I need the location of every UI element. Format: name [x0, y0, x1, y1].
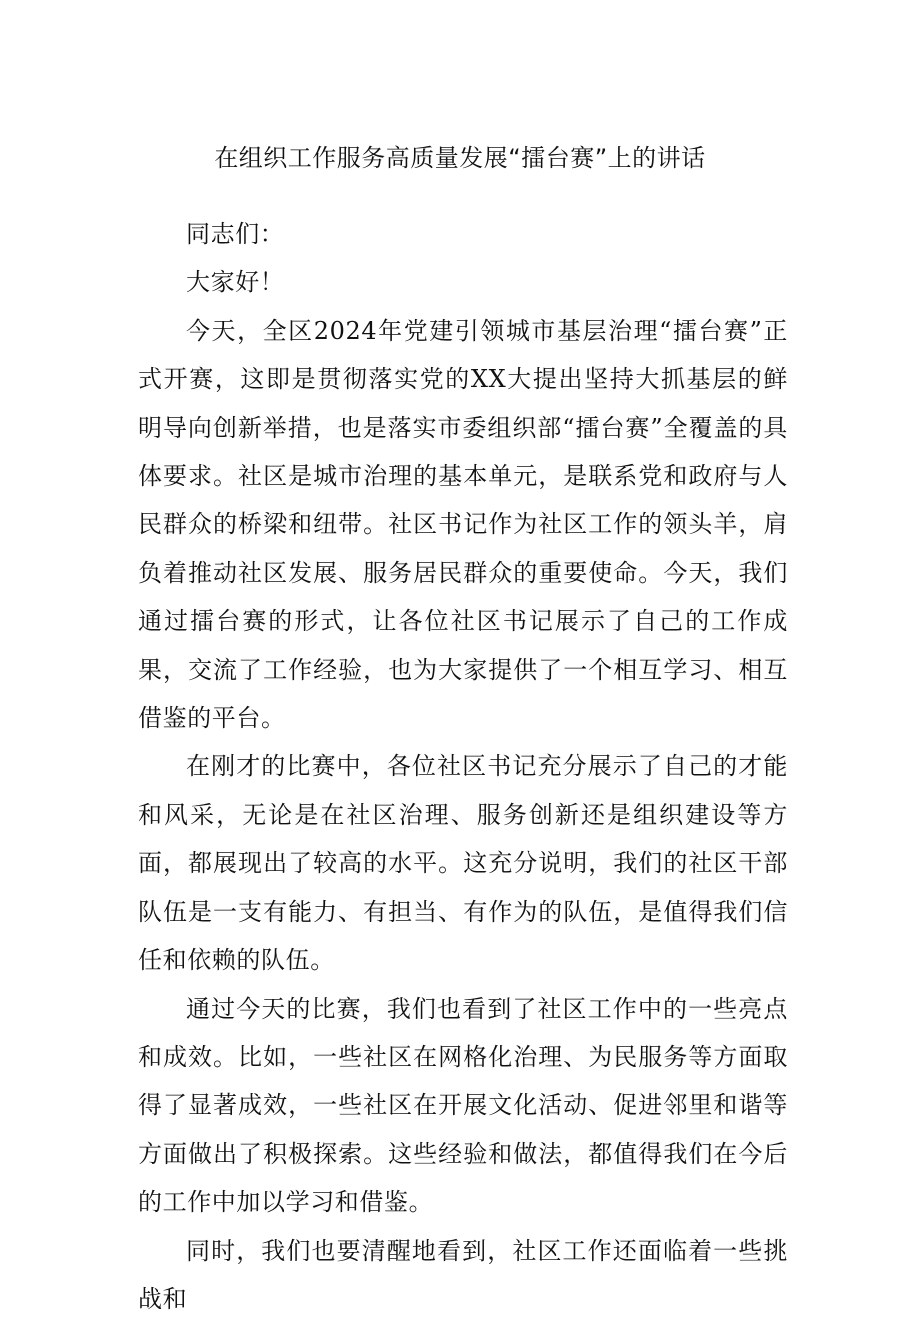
paragraph-opening: 今天，全区2024年党建引领城市基层治理“擂台赛”正式开赛，这即是贯彻落实党的XX大提出坚持大抓基层的鲜明导向创新举措，也是落实市委组织部“擂台赛”全覆盖的具体要求。社区是城市治理的基本单元，是联系党和政府与人民群众的桥梁和纽带。社区书记作为社区工作的领头羊，肩负着推动社区发展、服务居民群众的重要使命。今天，我们通过擂台赛的形式，让各位社区书记展示了自己的工作成果，交流了工作经验，也为大家提供了一个相互学习、相互借鉴的平台。	[138, 316, 788, 733]
salutation: 同志们：	[186, 220, 285, 248]
paragraph-competition: 在刚才的比赛中，各位社区书记充分展示了自己的才能和风采，无论是在社区治理、服务创新还是组织建设等方面，都展现出了较高的水平。这充分说明，我们的社区干部队伍是一支有能力、有担当、有作为的队伍，是值得我们信任和依赖的队伍。	[138, 752, 788, 975]
greeting: 大家好！	[186, 268, 285, 297]
paragraph-challenges: 同时，我们也要清醒地看到，社区工作还面临着一些挑战和	[138, 1236, 788, 1313]
paragraph-highlights: 通过今天的比赛，我们也看到了社区工作中的一些亮点和成效。比如，一些社区在网格化治理、为民服务等方面取得了显著成效，一些社区在开展文化活动、促进邻里和谐等方面做出了积极探索。这些经验和做法，都值得我们在今后的工作中加以学习和借鉴。	[138, 994, 788, 1217]
document-body	[138, 210, 788, 1323]
document-title: 在组织工作服务高质量发展“擂台赛”上的讲话	[214, 144, 706, 172]
